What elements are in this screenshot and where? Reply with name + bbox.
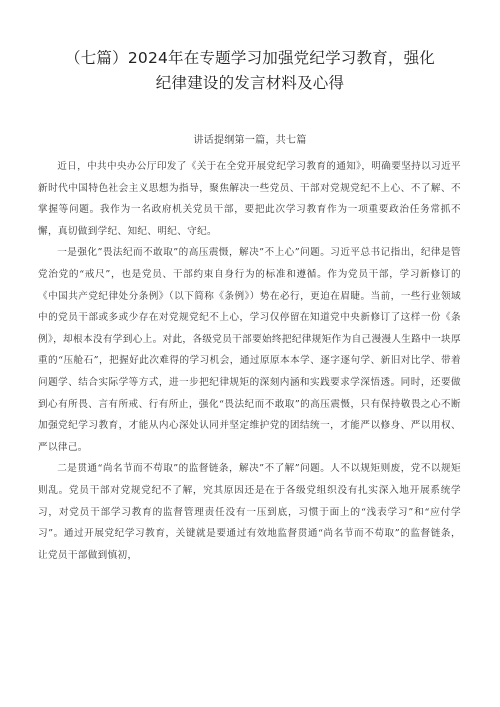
- paragraph-intro: 近日，中共中央办公厅印发了《关于在全党开展党纪学习教育的通知》，明确要坚持以习近平新时代中国特色社会主义思想为指导，聚焦解决一些党员、干部对党规党纪不上心、不了解、不掌握等问题。我作为一名政府机关党员干部，要把此次学习教育作为一项重要政治任务常抓不懈，真切做到学纪、知纪、明纪、守纪。: [38, 161, 461, 237]
- paragraph-point-1: 一是强化”畏法纪而不敢取”的高压震慑，解决”不上心”问题。习近平总书记指出，纪律是管党治党的“戒尺”，也是党员、干部约束自身行为的标准和遵循。作为党员干部，学习新修订的《中国共产党纪律处分条例》（以下简称《条例》）势在必行，更迫在眉睫。当前，一些行业领域中的党员干部或多或少存在对党规党纪不上心，学习仅停留在知道党中央新修订了这样一份《条例》，却根本没有学到心上。对此，各级党员干部要始终把纪律规矩作为自己漫漫人生路中一块厚重的“压舱石”，把握好此次难得的学习机会，通过原原本本学、逐字逐句学、新旧对比学、带着问题学、结合实际学等方式，进一步把纪律规矩的深刻内涵和实践要求学深悟透。同时，还要做到心有所畏、言有所戒、行有所止，强化“畏法纪而不敢取”的高压震慑，只有保持敬畏之心不断加强党纪学习教育，才能从内心深处认同并坚定维护党的团结统一，才能严以修身、严以用权、严以律己。: [38, 247, 461, 453]
- title-line-2: 纪律建设的发言材料及心得: [155, 74, 345, 92]
- document-subtitle: 讲话提纲第一篇，共七篇: [193, 135, 307, 146]
- document-title: [40, 46, 460, 96]
- paragraph-point-2: 二是贯通“尚名节而不苟取”的监督链条，解决”不了解”问题。人不以规矩则废，党不以规矩则乱。党员干部对党规党纪不了解，究其原因还是在于各级党组织没有扎实深入地开展系统学习，对党员干部学习教育的监督管理责任没有一压到底，习惯于面上的“浅表学习”和“应付学习”。通过开展党纪学习教育，关键就是要通过有效地监督贯通“尚名节而不苟取”的监督链条，让党员干部做到慎初，: [38, 463, 461, 561]
- title-line-1: （七篇）2024年在专题学习加强党纪学习教育，强化: [65, 49, 435, 67]
- document-body: [38, 156, 461, 566]
